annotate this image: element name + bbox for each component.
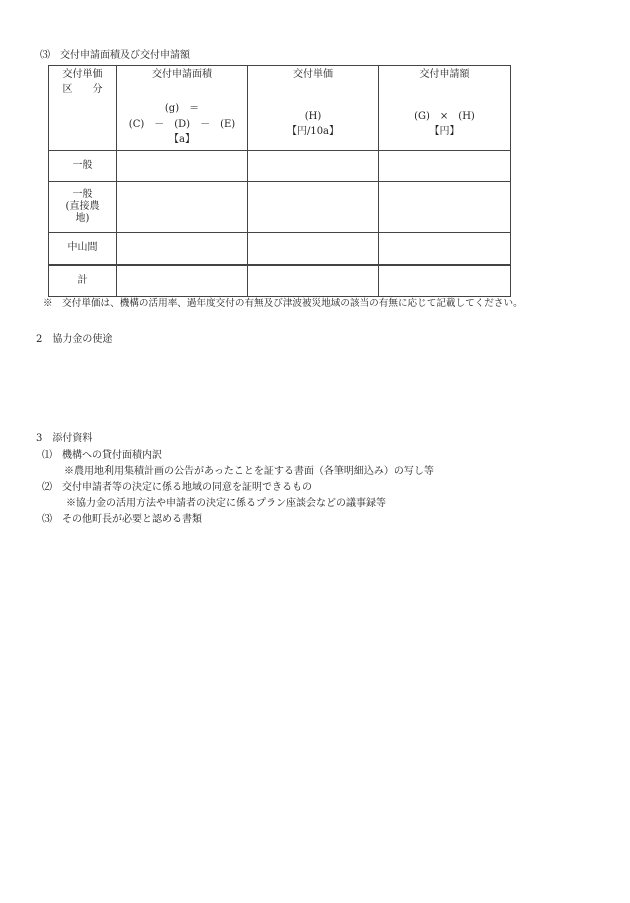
header-unit-price: 交付単価 (H) 【円/10a】	[248, 66, 379, 151]
row-label-mountain: 中山間	[49, 233, 117, 265]
attachment-item: ⑶ その他町長が必要と認める書類	[42, 514, 202, 525]
input-cell[interactable]	[379, 233, 511, 265]
note-unit-price: ※ 交付単価は、機構の活用率、過年度交付の有無及び津波被災地域の該当の有無に応じて記載してください。	[43, 298, 523, 309]
table-row-total	[49, 265, 511, 297]
input-cell[interactable]	[248, 233, 379, 265]
input-cell[interactable]	[117, 233, 248, 265]
table-row	[49, 233, 511, 265]
row-label-general-direct: 一般 (直接農 地)	[49, 182, 117, 233]
row-label-general: 一般	[49, 151, 117, 182]
row-label-total: 計	[49, 265, 117, 297]
input-cell[interactable]	[117, 151, 248, 182]
section-title-usage: 2 協力金の使途	[36, 334, 113, 345]
header-application-amount: 交付申請額 (G) × (H) 【円】	[379, 66, 511, 151]
header-category: 交付単価 区 分	[49, 66, 117, 151]
input-cell[interactable]	[117, 182, 248, 233]
input-cell[interactable]	[379, 182, 511, 233]
attachment-subnote: ※協力金の活用方法や申請者の決定に係るプラン座談会などの議事録等	[66, 498, 386, 509]
input-cell[interactable]	[248, 151, 379, 182]
section-title-application-area: ⑶ 交付申請面積及び交付申請額	[40, 50, 190, 61]
input-cell[interactable]	[248, 265, 379, 297]
attachment-subnote: ※農用地利用集積計画の公告があったことを証する書面（各筆明細込み）の写し等	[64, 466, 434, 477]
input-cell[interactable]	[379, 265, 511, 297]
section-title-attachments: 3 添付資料	[36, 433, 93, 444]
input-cell[interactable]	[248, 182, 379, 233]
attachment-list	[42, 450, 434, 530]
header-application-area: 交付申請面積 (g) ＝ (C) － (D) － (E) 【a】	[117, 66, 248, 151]
table-header-row	[49, 66, 511, 151]
attachment-item: ⑵ 交付申請者等の決定に係る地域の同意を証明できるもの	[42, 482, 312, 493]
input-cell[interactable]	[117, 265, 248, 297]
application-table	[48, 65, 511, 297]
table-row	[49, 182, 511, 233]
table-row	[49, 151, 511, 182]
input-cell[interactable]	[379, 151, 511, 182]
attachment-item: ⑴ 機構への貸付面積内訳	[42, 450, 162, 461]
